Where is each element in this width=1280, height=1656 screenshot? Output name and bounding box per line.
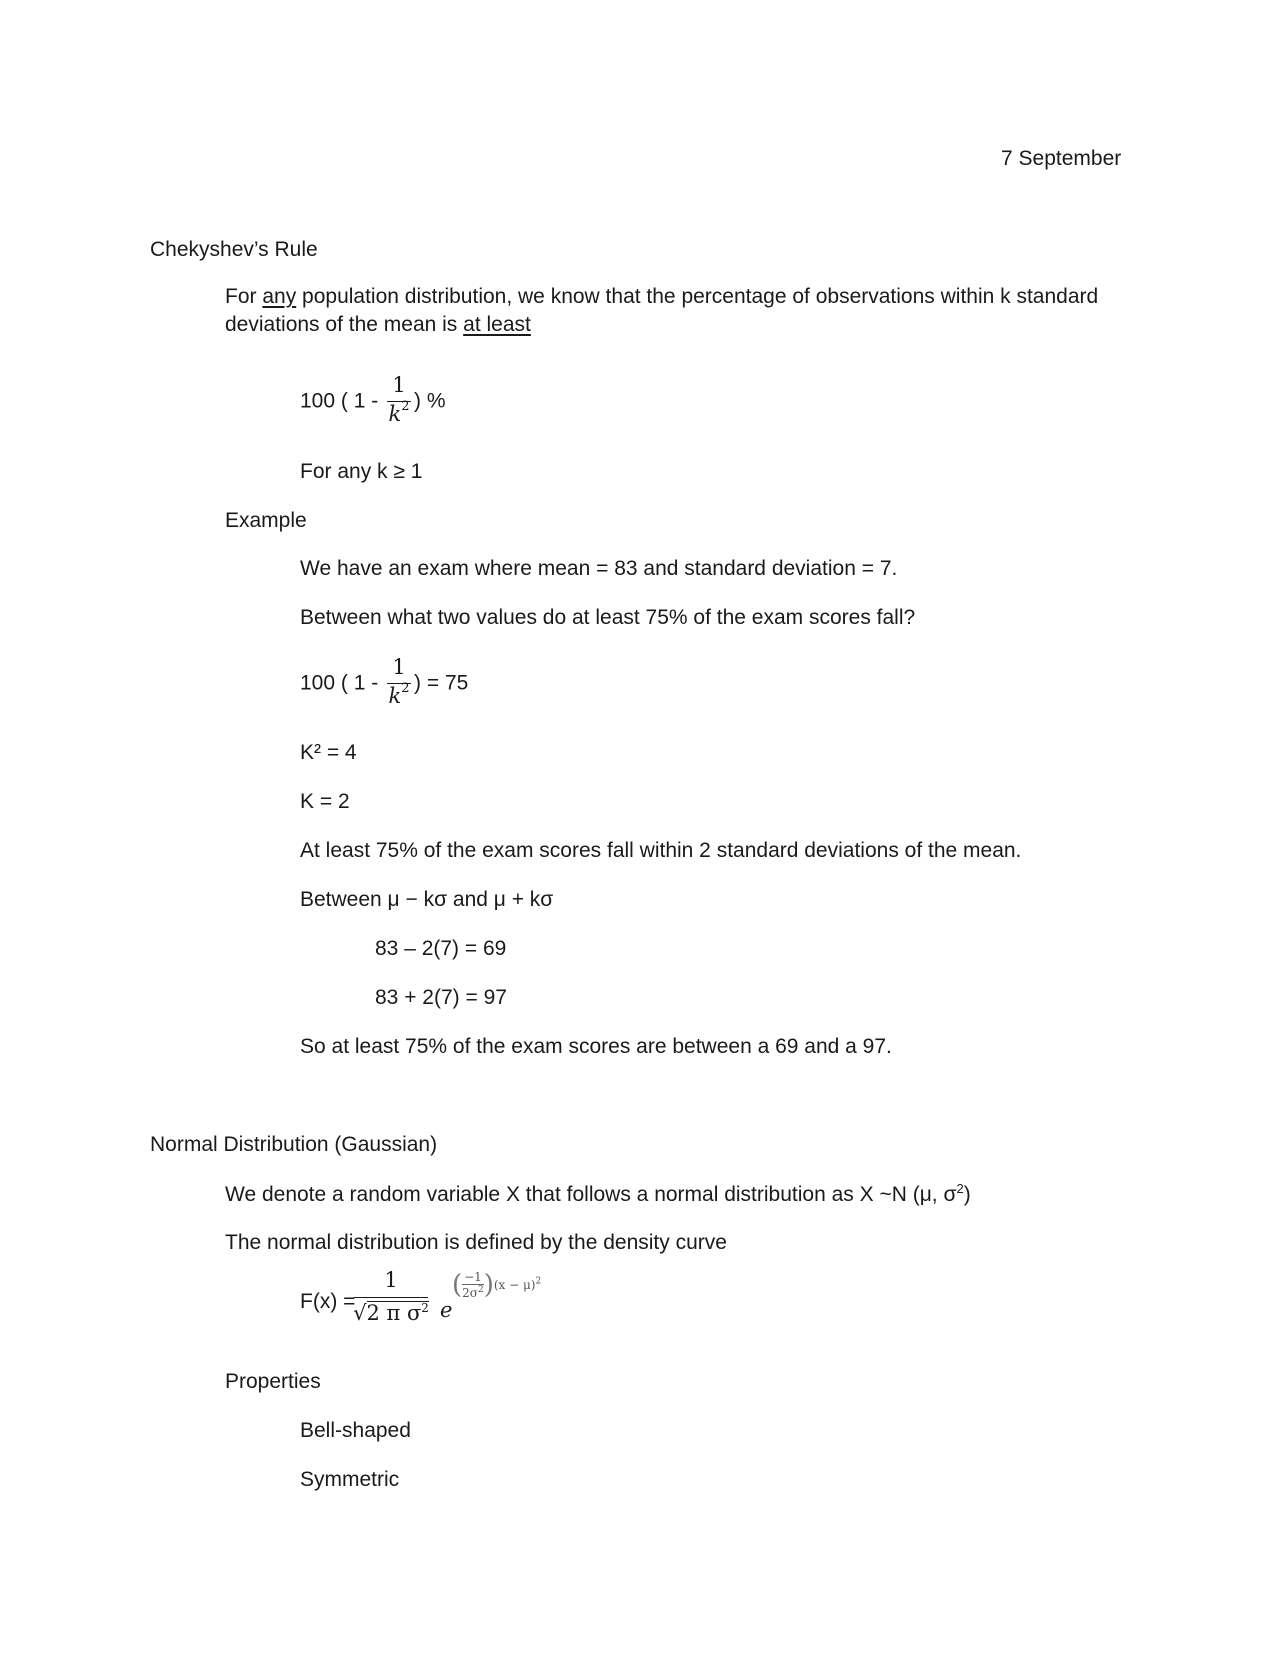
upper-bound-calc: 83 + 2(7) = 97 [375,986,507,1009]
example-formula [300,655,468,715]
gaussian-density-formula [300,1268,560,1338]
k-squared-line: K² = 4 [300,741,357,764]
gaussian-exponent: ( $\frac{-1}{2\sigma^2}$ )$(x - \mu)^2$ [452,1270,542,1300]
k-value-line: K = 2 [300,790,350,813]
gaussian-base-e: e [440,1298,453,1322]
property-item: Bell-shaped [300,1419,411,1442]
gaussian-numerator: 1 [384,1268,398,1292]
intro-any-underlined: any [262,285,297,308]
intro-line-2 [225,312,531,337]
intro-at-least-underlined: at least [463,313,531,336]
fraction-one-over-k-squared [385,373,413,429]
intro-line-1 [225,284,1098,309]
fraction-numerator: 1 [392,373,406,397]
example-fraction-numerator: 1 [392,655,406,679]
fraction-denominator: $k^2$ [388,399,410,426]
chebyshev-formula [300,373,446,433]
example-fraction-one-over-k-squared [385,655,413,711]
property-item: Symmetric [300,1468,400,1491]
intro-text-b: population distribution, we know that the percentage of observations within k standard [296,285,1099,308]
lower-bound-calc: 83 – 2(7) = 69 [375,937,507,960]
example-formula-suffix: ) = 75 [414,671,469,695]
section-title-normal: Normal Distribution (Gaussian) [150,1133,438,1156]
gaussian-lhs: F(x) = [300,1290,356,1313]
intro-text-c: deviations of the mean is [225,313,464,336]
condition-text: For any k ≥ 1 [300,460,423,483]
gaussian-fraction-bar [354,1297,428,1298]
formula-suffix: ) % [414,389,446,413]
example-given: We have an exam where mean = 83 and standard deviation = 7. [300,557,898,580]
density-line: The normal distribution is defined by the density curve [225,1231,727,1254]
final-statement: So at least 75% of the exam scores are between a 69 and a 97. [300,1035,892,1058]
intro-text-a: For [225,285,263,308]
example-fraction-denominator: $k^2$ [388,681,410,708]
example-formula-prefix: 100 ( 1 - [300,671,385,695]
date-header: 7 September [1001,147,1122,170]
gaussian-fraction [352,1268,430,1332]
properties-label: Properties [225,1370,321,1393]
section-title-chebyshev: Chekyshev’s Rule [150,238,318,261]
between-line: Between μ − kσ and μ + kσ [300,888,554,911]
example-label: Example [225,509,307,532]
formula-prefix: 100 ( 1 - [300,389,385,413]
example-question: Between what two values do at least 75% of the exam scores fall? [300,606,916,629]
conclusion-line: At least 75% of the exam scores fall within 2 standard deviations of the mean. [300,839,1022,862]
gaussian-denominator: √2 π $\sigma^2$ [353,1301,429,1325]
denote-line: We denote a random variable X that follows a normal distribution as X ~N (μ, $\sigma^2$) [225,1181,971,1206]
